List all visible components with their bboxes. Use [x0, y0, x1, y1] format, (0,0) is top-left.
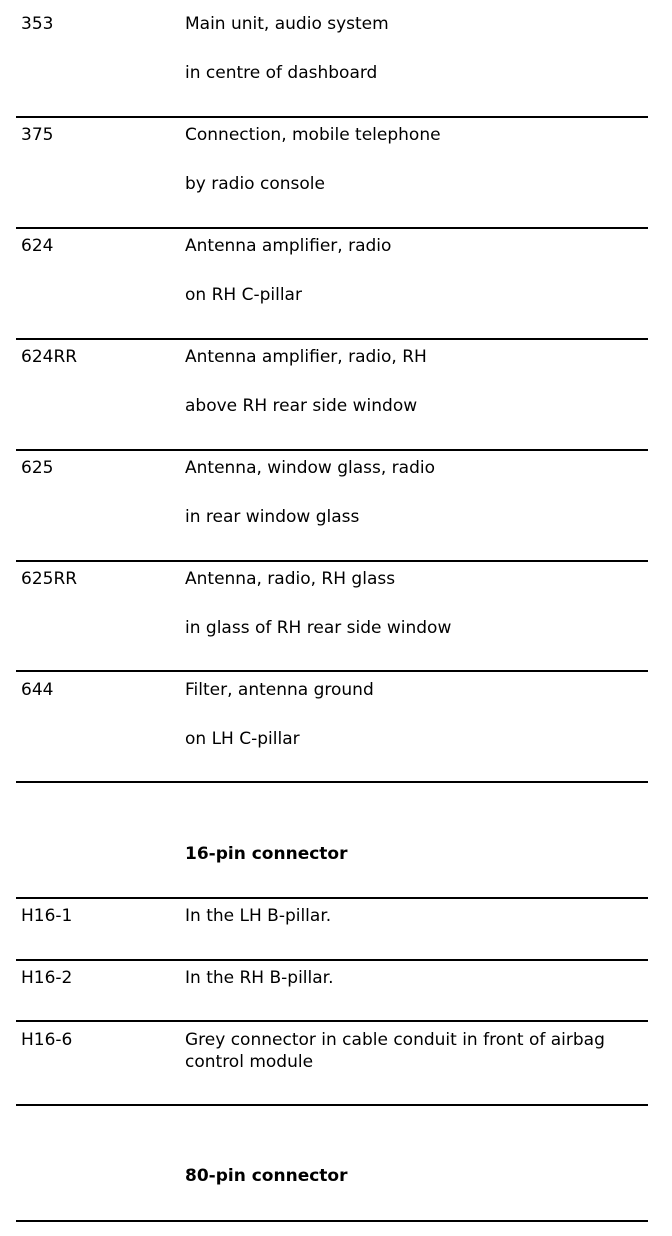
component-location: on LH C-pillar	[185, 729, 300, 749]
component-code: 624	[21, 236, 54, 256]
component-location: above RH rear side window	[185, 396, 418, 416]
row-divider	[16, 670, 648, 672]
component-location: in rear window glass	[185, 507, 360, 527]
component-title: Main unit, audio system	[185, 14, 389, 34]
component-title: Connection, mobile telephone	[185, 125, 441, 145]
component-title: Filter, antenna ground	[185, 680, 374, 700]
connector-code: H16-2	[21, 968, 73, 988]
connector-code: H16-1	[21, 906, 73, 926]
row-divider	[16, 1020, 648, 1022]
row-divider	[16, 116, 648, 118]
component-code: 624RR	[21, 347, 78, 367]
component-title: Antenna amplifier, radio	[185, 236, 392, 256]
row-divider	[16, 781, 648, 783]
component-title: Antenna, radio, RH glass	[185, 569, 396, 589]
component-title: Antenna, window glass, radio	[185, 458, 435, 478]
connector-location: In the LH B-pillar.	[185, 906, 332, 926]
row-divider	[16, 449, 648, 451]
row-divider	[16, 560, 648, 562]
component-code: 353	[21, 14, 54, 34]
connector-location: Grey connector in cable conduit in front of airbag control module	[185, 1030, 605, 1072]
row-divider	[16, 227, 648, 229]
section-heading: 16-pin connector	[185, 844, 348, 864]
connector-location: In the RH B-pillar.	[185, 968, 334, 988]
connector-code: H16-6	[21, 1030, 73, 1050]
component-code: 644	[21, 680, 54, 700]
row-divider	[16, 338, 648, 340]
row-divider	[16, 1104, 648, 1106]
row-divider	[16, 897, 648, 899]
component-code: 625RR	[21, 569, 78, 589]
component-location: in centre of dashboard	[185, 63, 378, 83]
component-location: in glass of RH rear side window	[185, 618, 452, 638]
component-code: 625	[21, 458, 54, 478]
component-title: Antenna amplifier, radio, RH	[185, 347, 427, 367]
section-heading: 80-pin connector	[185, 1166, 348, 1186]
component-code: 375	[21, 125, 54, 145]
row-divider	[16, 959, 648, 961]
component-location: by radio console	[185, 174, 325, 194]
row-divider	[16, 1220, 648, 1222]
component-location: on RH C-pillar	[185, 285, 302, 305]
